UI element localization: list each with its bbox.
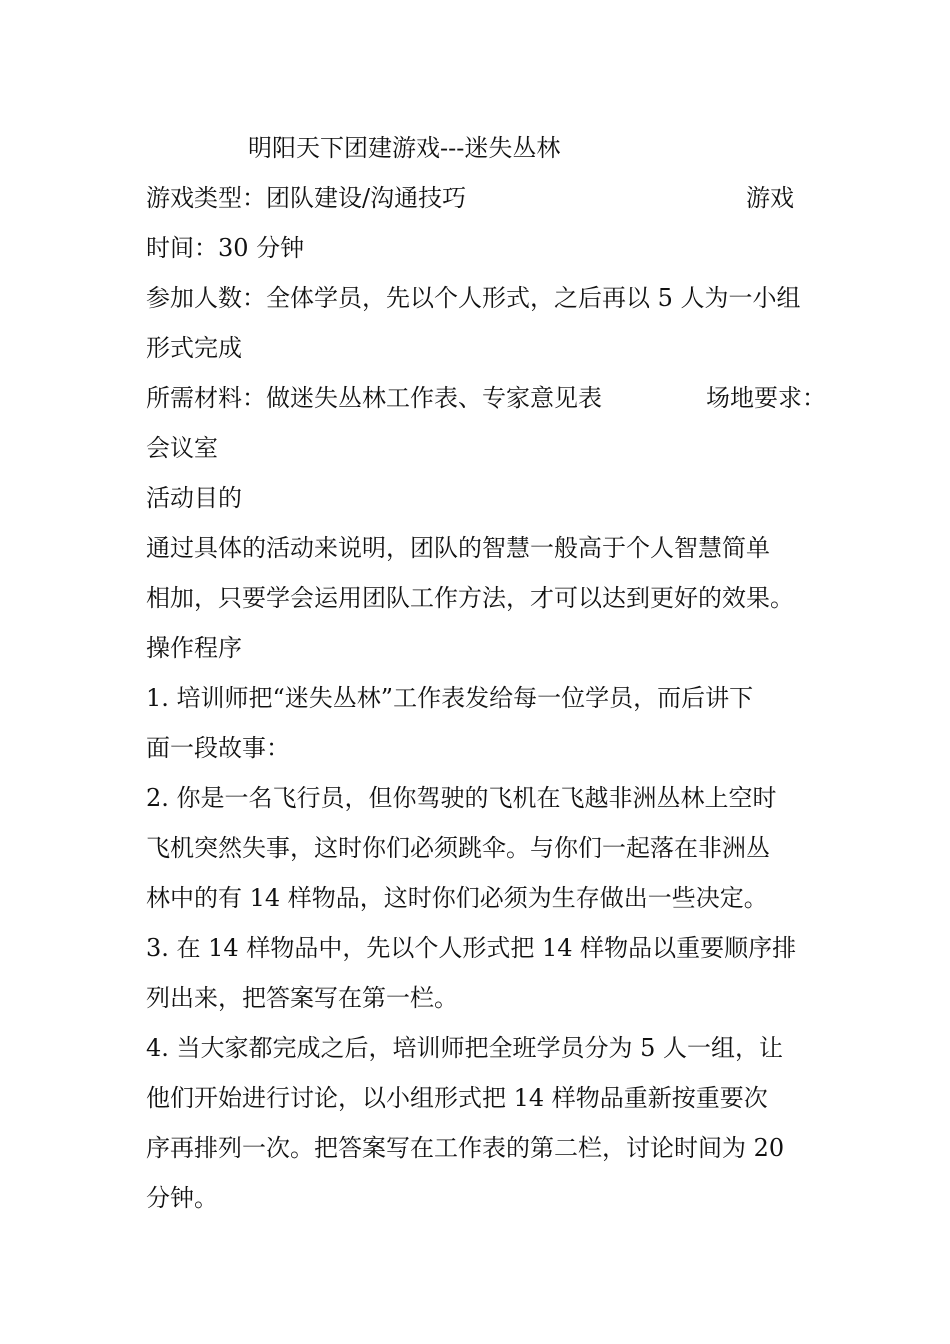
purpose-heading: 活动目的	[146, 484, 242, 512]
step-3-line-2: 列出来，把答案写在第一栏。	[146, 984, 458, 1012]
step-4-line-1: 4. 当大家都完成之后，培训师把全班学员分为 5 人一组，让	[146, 1034, 784, 1062]
game-type-text: 游戏类型：团队建设/沟通技巧	[146, 184, 467, 212]
step-2-line-2: 飞机突然失事，这时你们必须跳伞。与你们一起落在非洲丛	[146, 834, 770, 862]
step-3-line-1: 3. 在 14 样物品中，先以个人形式把 14 样物品以重要顺序排	[146, 934, 797, 962]
document-title: 明阳天下团建游戏---迷失丛林	[248, 134, 561, 162]
game-time-line: 时间：30 分钟	[146, 234, 305, 262]
participants-line-2: 形式完成	[146, 334, 242, 362]
step-1-line-2: 面一段故事：	[146, 734, 290, 762]
step-4-line-3: 序再排列一次。把答案写在工作表的第二栏，讨论时间为 20	[146, 1134, 785, 1162]
venue-value: 会议室	[146, 434, 218, 462]
step-4-line-2: 他们开始进行讨论，以小组形式把 14 样物品重新按重要次	[146, 1084, 768, 1112]
step-2-line-3: 林中的有 14 样物品，这时你们必须为生存做出一些决定。	[146, 884, 768, 912]
purpose-line-2: 相加，只要学会运用团队工作方法，才可以达到更好的效果。	[146, 584, 794, 612]
procedure-heading: 操作程序	[146, 634, 242, 662]
participants-line-1: 参加人数：全体学员，先以个人形式，之后再以 5 人为一小组	[146, 284, 801, 312]
purpose-line-1: 通过具体的活动来说明，团队的智慧一般高于个人智慧简单	[146, 534, 770, 562]
step-1-line-1: 1. 培训师把“迷失丛林”工作表发给每一位学员，而后讲下	[146, 684, 754, 712]
step-2-line-1: 2. 你是一名飞行员，但你驾驶的飞机在飞越非洲丛林上空时	[146, 784, 777, 812]
venue-label: 场地要求：	[706, 384, 826, 412]
materials-line	[146, 382, 826, 414]
step-4-line-4: 分钟。	[146, 1184, 218, 1212]
game-time-label-part1: 游戏	[746, 184, 794, 212]
game-type-line	[146, 182, 816, 214]
materials-text: 所需材料：做迷失丛林工作表、专家意见表	[146, 384, 602, 412]
